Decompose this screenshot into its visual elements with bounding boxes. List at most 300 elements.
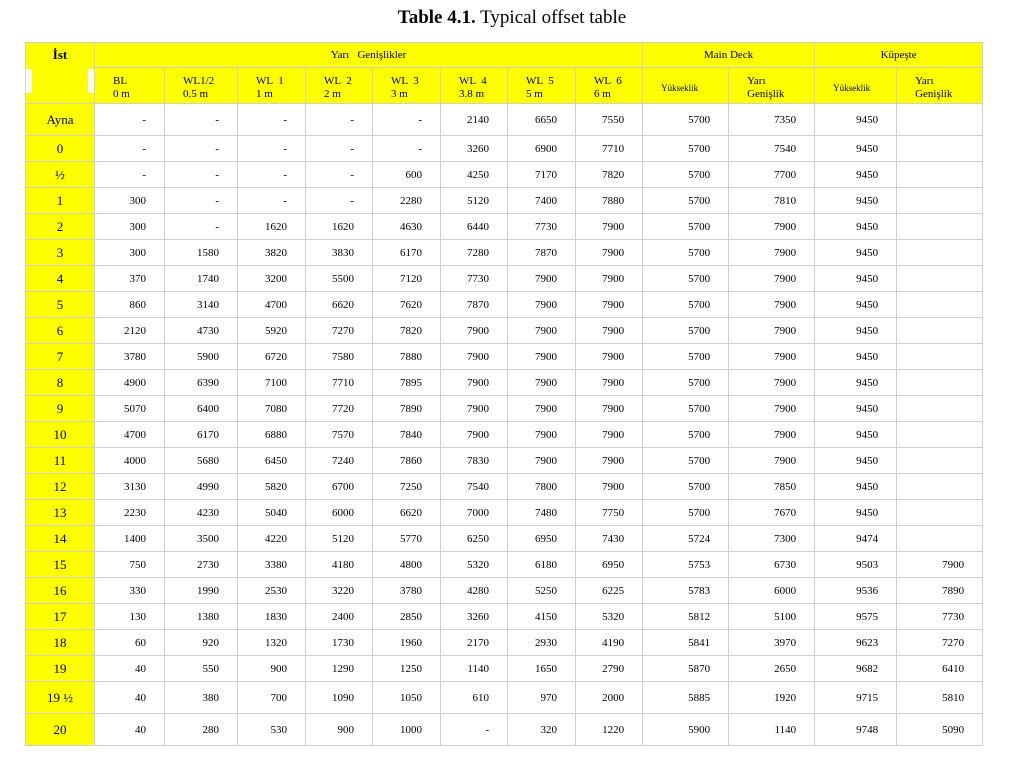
offset-value: 5920: [238, 318, 306, 344]
offset-value: 9450: [815, 422, 897, 448]
offset-value: 5680: [165, 448, 238, 474]
offset-value: 1960: [373, 630, 441, 656]
station-label: Ayna: [26, 104, 95, 136]
offset-value: 5700: [643, 370, 729, 396]
offset-value: 5810: [897, 682, 983, 714]
offset-value: 1050: [373, 682, 441, 714]
offset-value: 7890: [373, 396, 441, 422]
offset-value: 5700: [643, 266, 729, 292]
table-row: [26, 396, 983, 422]
offset-value: 7900: [576, 422, 643, 448]
station-label: 6: [26, 318, 95, 344]
offset-value: 7430: [576, 526, 643, 552]
station-label: 15: [26, 552, 95, 578]
offset-value: 7900: [729, 214, 815, 240]
station-header: [26, 43, 95, 104]
waterline-height: 5 m: [526, 88, 543, 100]
waterline-header-2: [238, 68, 306, 104]
offset-value: 7890: [897, 578, 983, 604]
caption-text: Typical offset table: [475, 7, 627, 28]
station-label: 16: [26, 578, 95, 604]
waterline-header-4: [373, 68, 441, 104]
offset-value: 7900: [576, 448, 643, 474]
offset-value: [897, 344, 983, 370]
table-row: [26, 656, 983, 682]
offset-value: -: [238, 136, 306, 162]
offset-value: 3220: [306, 578, 373, 604]
offset-value: 7880: [373, 344, 441, 370]
offset-value: 3260: [441, 136, 508, 162]
offset-value: -: [441, 714, 508, 746]
offset-value: 7900: [729, 396, 815, 422]
offset-value: 4150: [508, 604, 576, 630]
station-label: 9: [26, 396, 95, 422]
offset-value: 60: [95, 630, 165, 656]
offset-value: 6390: [165, 370, 238, 396]
offset-value: 380: [165, 682, 238, 714]
offset-value: 9450: [815, 448, 897, 474]
main-deck-height-header: Yükseklik: [643, 68, 729, 104]
offset-value: 2230: [95, 500, 165, 526]
offset-value: -: [165, 188, 238, 214]
offset-value: 7000: [441, 500, 508, 526]
waterline-height: 2 m: [324, 88, 341, 100]
offset-value: 1830: [238, 604, 306, 630]
offset-value: 6650: [508, 104, 576, 136]
offset-value: 920: [165, 630, 238, 656]
offset-value: [897, 136, 983, 162]
offset-value: 6440: [441, 214, 508, 240]
offset-value: -: [165, 214, 238, 240]
offset-value: -: [238, 188, 306, 214]
offset-value: 3130: [95, 474, 165, 500]
offset-value: 1650: [508, 656, 576, 682]
offset-value: [897, 500, 983, 526]
offset-value: 7880: [576, 188, 643, 214]
offset-value: 7900: [576, 266, 643, 292]
station-label: 13: [26, 500, 95, 526]
offset-value: 1220: [576, 714, 643, 746]
offset-value: 7900: [508, 266, 576, 292]
offset-value: 7900: [508, 344, 576, 370]
table-row: [26, 422, 983, 448]
offset-value: 4250: [441, 162, 508, 188]
offset-value: 2170: [441, 630, 508, 656]
offset-value: 5040: [238, 500, 306, 526]
table-row: [26, 552, 983, 578]
offset-value: 1620: [238, 214, 306, 240]
offset-value: 300: [95, 240, 165, 266]
caption-number: Table 4.1.: [397, 7, 476, 28]
station-label: 5: [26, 292, 95, 318]
offset-value: 6730: [729, 552, 815, 578]
offset-value: 7830: [441, 448, 508, 474]
offset-value: 1730: [306, 630, 373, 656]
offset-value: 2650: [729, 656, 815, 682]
bulwark-header: Küpeşte: [815, 43, 983, 68]
offset-value: 5100: [729, 604, 815, 630]
offset-value: 900: [306, 714, 373, 746]
table-row: [26, 500, 983, 526]
offset-value: 7540: [729, 136, 815, 162]
offset-value: 5700: [643, 318, 729, 344]
offset-value: 7800: [508, 474, 576, 500]
offset-value: 7820: [373, 318, 441, 344]
main-deck-header: Main Deck: [643, 43, 815, 68]
offset-value: -: [95, 162, 165, 188]
offset-value: 7900: [508, 422, 576, 448]
table-row: [26, 104, 983, 136]
waterline-name: BL: [113, 75, 128, 87]
offset-value: 9748: [815, 714, 897, 746]
offset-value: 5120: [441, 188, 508, 214]
offset-value: 2730: [165, 552, 238, 578]
station-label: 2: [26, 214, 95, 240]
offset-value: -: [165, 162, 238, 188]
offset-value: 7710: [576, 136, 643, 162]
header-row-sub: [26, 68, 983, 104]
offset-value: [897, 526, 983, 552]
offset-value: 9682: [815, 656, 897, 682]
table-row: [26, 630, 983, 656]
station-label: 14: [26, 526, 95, 552]
header-row-top: [26, 43, 983, 68]
offset-value: 7710: [306, 370, 373, 396]
offset-value: 3380: [238, 552, 306, 578]
waterline-height: 0.5 m: [183, 88, 209, 100]
offset-value: 2400: [306, 604, 373, 630]
offset-value: 7620: [373, 292, 441, 318]
offset-value: 5724: [643, 526, 729, 552]
station-header-label: İst: [52, 47, 68, 62]
offset-value: 7580: [306, 344, 373, 370]
offset-value: 280: [165, 714, 238, 746]
offset-value: 4630: [373, 214, 441, 240]
offset-value: -: [373, 136, 441, 162]
offset-value: 5700: [643, 162, 729, 188]
offset-value: 3140: [165, 292, 238, 318]
offset-value: 750: [95, 552, 165, 578]
table-row: [26, 136, 983, 162]
offset-value: [897, 448, 983, 474]
offset-value: 7900: [508, 448, 576, 474]
offset-value: 5320: [576, 604, 643, 630]
offset-value: 5700: [643, 344, 729, 370]
station-label: 3: [26, 240, 95, 266]
offset-value: 9450: [815, 214, 897, 240]
offset-value: 1090: [306, 682, 373, 714]
offset-value: 7170: [508, 162, 576, 188]
offset-value: 7900: [729, 292, 815, 318]
offset-value: 9450: [815, 396, 897, 422]
offset-value: 700: [238, 682, 306, 714]
waterline-header-3: [306, 68, 373, 104]
offset-value: 7900: [576, 344, 643, 370]
offset-value: 5120: [306, 526, 373, 552]
offset-value: 6170: [373, 240, 441, 266]
offset-value: 7900: [729, 344, 815, 370]
offset-value: 40: [95, 656, 165, 682]
offset-value: 860: [95, 292, 165, 318]
offset-value: 4900: [95, 370, 165, 396]
offset-value: 7870: [508, 240, 576, 266]
offset-value: 7700: [729, 162, 815, 188]
offset-value: 7900: [441, 396, 508, 422]
offset-value: 2140: [441, 104, 508, 136]
waterline-name: WL 1: [256, 75, 284, 87]
offset-value: -: [306, 104, 373, 136]
offset-value: -: [306, 162, 373, 188]
offset-value: 9450: [815, 344, 897, 370]
offset-value: 7900: [441, 344, 508, 370]
offset-value: -: [165, 136, 238, 162]
offset-value: 4220: [238, 526, 306, 552]
offset-value: 5090: [897, 714, 983, 746]
offset-value: -: [238, 104, 306, 136]
station-label: 20: [26, 714, 95, 746]
offset-value: 1320: [238, 630, 306, 656]
offset-value: 7900: [576, 240, 643, 266]
offset-value: 9450: [815, 474, 897, 500]
offset-value: [897, 214, 983, 240]
offset-value: 9450: [815, 136, 897, 162]
offset-value: 4700: [95, 422, 165, 448]
offset-value: 7900: [576, 318, 643, 344]
table-row: [26, 474, 983, 500]
offset-value: 1140: [441, 656, 508, 682]
offset-value: 7820: [576, 162, 643, 188]
offset-table: [25, 42, 983, 746]
offset-value: -: [373, 104, 441, 136]
table-row: [26, 318, 983, 344]
offset-value: -: [306, 188, 373, 214]
offset-value: 5700: [643, 136, 729, 162]
offset-value: 7400: [508, 188, 576, 214]
offset-value: 7860: [373, 448, 441, 474]
station-label: 19 ½: [26, 682, 95, 714]
offset-value: 2790: [576, 656, 643, 682]
offset-value: 7250: [373, 474, 441, 500]
table-row: [26, 714, 983, 746]
offset-value: 2930: [508, 630, 576, 656]
offset-value: [897, 422, 983, 448]
waterline-name: WL 6: [594, 75, 622, 87]
offset-value: 5783: [643, 578, 729, 604]
offset-value: 7570: [306, 422, 373, 448]
offset-value: 5900: [643, 714, 729, 746]
offset-value: 5500: [306, 266, 373, 292]
offset-value: 9450: [815, 104, 897, 136]
offset-value: 6170: [165, 422, 238, 448]
offset-value: 9450: [815, 500, 897, 526]
waterline-height: 6 m: [594, 88, 611, 100]
offset-value: 7900: [576, 396, 643, 422]
offset-value: 1620: [306, 214, 373, 240]
table-row: [26, 682, 983, 714]
offset-value: 9575: [815, 604, 897, 630]
offset-value: [897, 396, 983, 422]
offset-value: 5700: [643, 188, 729, 214]
offset-value: 130: [95, 604, 165, 630]
offset-value: 5770: [373, 526, 441, 552]
offset-value: 4190: [576, 630, 643, 656]
offset-value: 9450: [815, 292, 897, 318]
waterline-header-6: [508, 68, 576, 104]
offset-value: 9450: [815, 318, 897, 344]
offset-value: -: [238, 162, 306, 188]
offset-value: 6180: [508, 552, 576, 578]
station-label: 12: [26, 474, 95, 500]
offset-value: 6400: [165, 396, 238, 422]
offset-value: 7900: [729, 240, 815, 266]
offset-value: 4990: [165, 474, 238, 500]
waterline-height: 3.8 m: [459, 88, 485, 100]
offset-value: 1920: [729, 682, 815, 714]
offset-value: 7730: [897, 604, 983, 630]
offset-value: 4700: [238, 292, 306, 318]
offset-value: 530: [238, 714, 306, 746]
offset-value: 900: [238, 656, 306, 682]
offset-value: 7900: [729, 370, 815, 396]
offset-value: 300: [95, 188, 165, 214]
offset-value: 6900: [508, 136, 576, 162]
table-row: [26, 344, 983, 370]
offset-value: 5700: [643, 474, 729, 500]
offset-value: 2120: [95, 318, 165, 344]
offset-value: 6225: [576, 578, 643, 604]
offset-value: 3830: [306, 240, 373, 266]
offset-value: 7750: [576, 500, 643, 526]
offset-value: 4730: [165, 318, 238, 344]
offset-value: 6620: [306, 292, 373, 318]
offset-value: 370: [95, 266, 165, 292]
offset-value: 7480: [508, 500, 576, 526]
table-caption: [0, 6, 1024, 30]
offset-value: 3500: [165, 526, 238, 552]
offset-value: -: [95, 104, 165, 136]
offset-value: [897, 266, 983, 292]
offset-value: 550: [165, 656, 238, 682]
offset-value: 3200: [238, 266, 306, 292]
offset-value: 3970: [729, 630, 815, 656]
offset-value: 1250: [373, 656, 441, 682]
offset-value: 7730: [441, 266, 508, 292]
offset-value: 9450: [815, 162, 897, 188]
offset-value: 610: [441, 682, 508, 714]
table-row: [26, 526, 983, 552]
waterline-name: WL 3: [391, 75, 419, 87]
offset-value: -: [95, 136, 165, 162]
offset-value: [897, 240, 983, 266]
station-label: 17: [26, 604, 95, 630]
offset-value: 7900: [576, 292, 643, 318]
station-label: ½: [26, 162, 95, 188]
offset-value: 5812: [643, 604, 729, 630]
offset-value: 3780: [373, 578, 441, 604]
offset-value: 40: [95, 714, 165, 746]
table-row: [26, 578, 983, 604]
offset-value: 7870: [441, 292, 508, 318]
station-label: 10: [26, 422, 95, 448]
offset-value: 7900: [576, 370, 643, 396]
offset-value: 1740: [165, 266, 238, 292]
offset-value: 7100: [238, 370, 306, 396]
offset-value: 5870: [643, 656, 729, 682]
offset-value: 7350: [729, 104, 815, 136]
bulwark-halfbreadth-header: Yarı Genişlik: [897, 68, 983, 104]
offset-value: 6880: [238, 422, 306, 448]
offset-value: 970: [508, 682, 576, 714]
offset-value: 7240: [306, 448, 373, 474]
offset-value: 5700: [643, 292, 729, 318]
offset-value: 7840: [373, 422, 441, 448]
station-label: 7: [26, 344, 95, 370]
offset-value: 7900: [508, 292, 576, 318]
offset-value: 7900: [576, 474, 643, 500]
offset-value: 7900: [441, 422, 508, 448]
offset-value: 5070: [95, 396, 165, 422]
offset-value: 5700: [643, 104, 729, 136]
offset-value: 7670: [729, 500, 815, 526]
waterline-height: 0 m: [113, 88, 130, 100]
offset-value: 9715: [815, 682, 897, 714]
offset-value: 2280: [373, 188, 441, 214]
offset-value: 5700: [643, 214, 729, 240]
offset-value: 7810: [729, 188, 815, 214]
offset-value: 5841: [643, 630, 729, 656]
offset-value: 3820: [238, 240, 306, 266]
waterline-header-1: [165, 68, 238, 104]
offset-value: 7550: [576, 104, 643, 136]
offset-value: 1380: [165, 604, 238, 630]
offset-value: 5700: [643, 500, 729, 526]
main-deck-halfbreadth-header: Yarı Genişlik: [729, 68, 815, 104]
offset-value: 7900: [508, 370, 576, 396]
offset-value: 6410: [897, 656, 983, 682]
offset-value: 5700: [643, 448, 729, 474]
station-label: 18: [26, 630, 95, 656]
table-row: [26, 240, 983, 266]
offset-value: 7720: [306, 396, 373, 422]
offset-value: 7900: [729, 422, 815, 448]
offset-value: 5900: [165, 344, 238, 370]
bulwark-height-header: Yükseklik: [815, 68, 897, 104]
table-row: [26, 214, 983, 240]
offset-value: 9450: [815, 370, 897, 396]
offset-value: 7895: [373, 370, 441, 396]
offset-value: 6720: [238, 344, 306, 370]
offset-value: 6700: [306, 474, 373, 500]
offset-value: 4800: [373, 552, 441, 578]
offset-value: 7900: [729, 318, 815, 344]
station-label: 19: [26, 656, 95, 682]
offset-value: 3780: [95, 344, 165, 370]
waterline-height: 3 m: [391, 88, 408, 100]
offset-value: 6950: [576, 552, 643, 578]
offset-value: 7280: [441, 240, 508, 266]
offset-value: 9450: [815, 266, 897, 292]
offset-value: 7900: [576, 214, 643, 240]
offset-value: 7900: [441, 370, 508, 396]
offset-value: 600: [373, 162, 441, 188]
offset-value: 7900: [729, 266, 815, 292]
offset-value: 5885: [643, 682, 729, 714]
offset-value: [897, 162, 983, 188]
station-label: 4: [26, 266, 95, 292]
offset-value: 6450: [238, 448, 306, 474]
offset-value: 7900: [508, 396, 576, 422]
offset-value: 7900: [441, 318, 508, 344]
